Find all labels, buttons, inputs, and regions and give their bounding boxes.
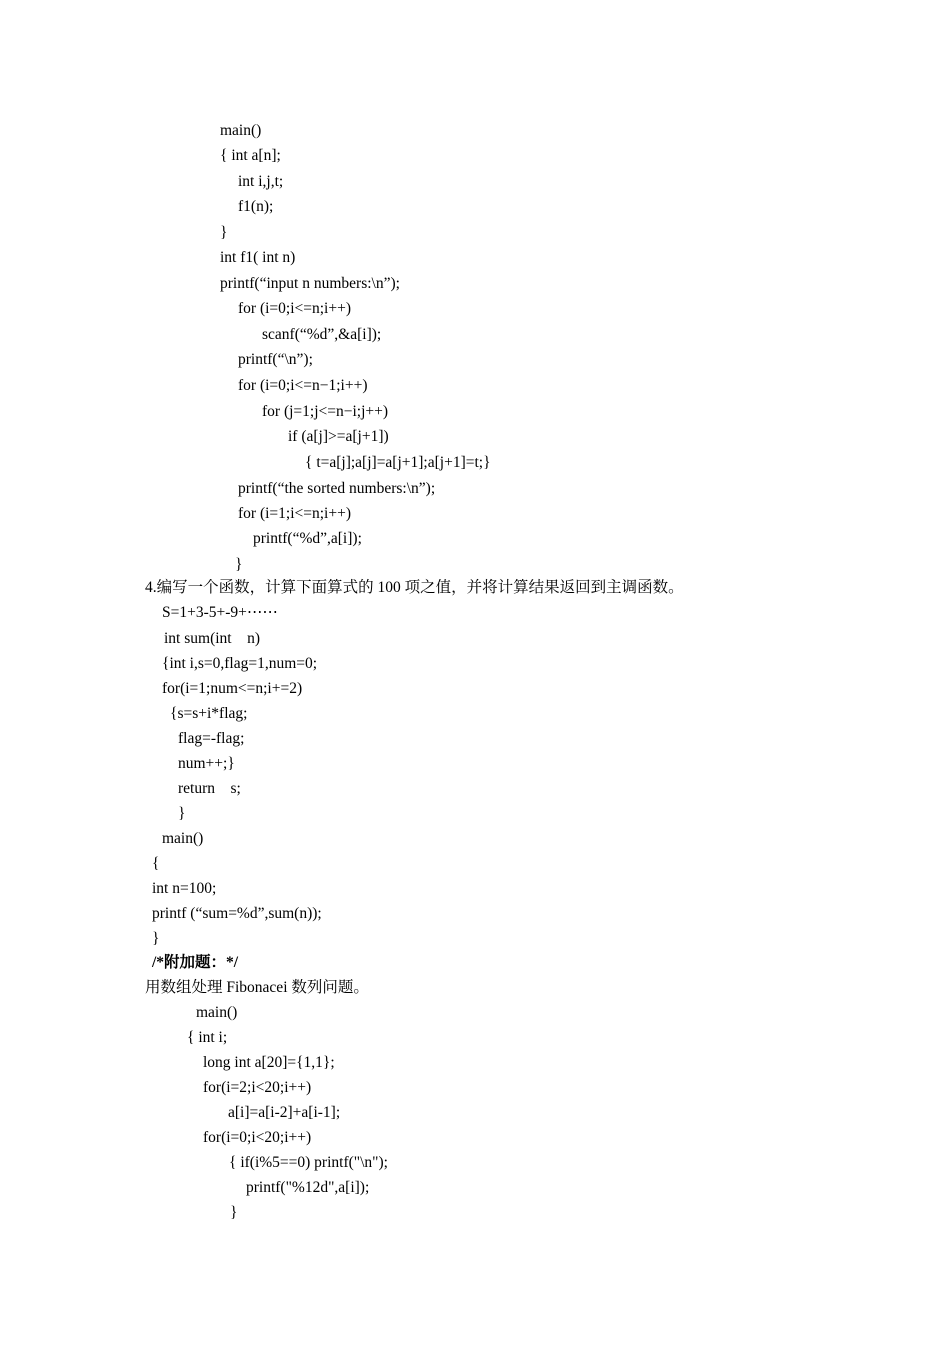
code-line: return s; xyxy=(178,780,241,797)
code-line: printf(“input n numbers:\n”); xyxy=(220,275,400,292)
code-line: printf (“sum=%d”,sum(n)); xyxy=(152,905,322,922)
extra-description: 用数组处理 Fibonacei 数列问题。 xyxy=(145,979,369,996)
code-line: main() xyxy=(162,830,204,847)
extra-heading: /*附加题：*/ xyxy=(152,954,239,971)
code-line: } xyxy=(152,930,160,947)
code-line: { if(i%5==0) printf("\n"); xyxy=(229,1154,388,1171)
code-line: { int a[n]; xyxy=(220,147,281,164)
code-line: printf(“the sorted numbers:\n”); xyxy=(238,480,436,497)
code-line: printf(“%d”,a[i]); xyxy=(253,530,362,547)
code-line: int f1( int n) xyxy=(220,249,296,266)
code-line: int i,j,t; xyxy=(238,173,284,190)
code-line: int sum(int n) xyxy=(164,630,261,647)
code-line: for (i=1;i<=n;i++) xyxy=(238,505,352,522)
code-line: if (a[j]>=a[j+1]) xyxy=(288,428,389,445)
code-line: for (i=0;i<=n−1;i++) xyxy=(238,377,368,394)
code-line: } xyxy=(230,1204,238,1221)
code-line: for (i=0;i<=n;i++) xyxy=(238,300,352,317)
code-line: printf("%12d",a[i]); xyxy=(246,1179,370,1196)
code-line: } xyxy=(178,805,186,822)
code-line: { t=a[j];a[j]=a[j+1];a[j+1]=t;} xyxy=(305,454,491,471)
code-line: for(i=2;i<20;i++) xyxy=(203,1079,312,1096)
code-line: flag=-flag; xyxy=(178,730,245,747)
code-line: a[i]=a[i-2]+a[i-1]; xyxy=(228,1104,341,1121)
code-line: { int i; xyxy=(187,1029,228,1046)
code-line: f1(n); xyxy=(238,198,274,215)
question-4-formula: S=1+3-5+-9+⋯⋯ xyxy=(162,604,278,621)
code-line: long int a[20]={1,1}; xyxy=(203,1054,335,1071)
code-line: } xyxy=(220,224,228,241)
code-line: scanf(“%d”,&a[i]); xyxy=(262,326,382,343)
code-line: } xyxy=(235,556,243,573)
code-line: int n=100; xyxy=(152,880,217,897)
code-line: printf(“\n”); xyxy=(238,351,313,368)
code-line: main() xyxy=(220,122,262,139)
code-line: { xyxy=(152,855,160,872)
code-line: {int i,s=0,flag=1,num=0; xyxy=(162,655,318,672)
code-line: for(i=0;i<20;i++) xyxy=(203,1129,312,1146)
code-line: {s=s+i*flag; xyxy=(170,705,248,722)
code-line: for (j=1;j<=n−i;j++) xyxy=(262,403,389,420)
code-line: for(i=1;num<=n;i+=2) xyxy=(162,680,303,697)
question-4-title: 4.编写一个函数，计算下面算式的 100 项之值，并将计算结果返回到主调函数。 xyxy=(145,579,684,596)
code-line: main() xyxy=(196,1004,238,1021)
code-line: num++;} xyxy=(178,755,235,772)
